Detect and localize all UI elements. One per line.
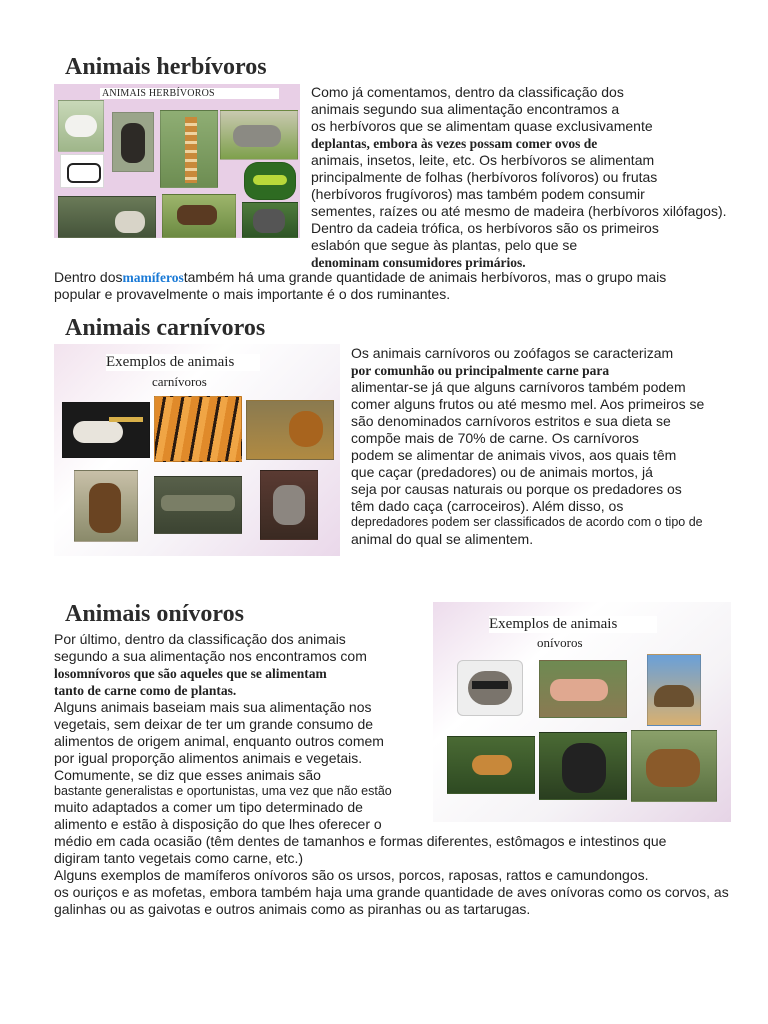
text-line: Alguns exemplos de mamíferos onívoros são os ursos, porcos, raposas, rattos e camundongos.	[54, 867, 649, 883]
text-line: Os animais carnívoros ou zoófagos se caracterizam	[351, 345, 674, 361]
rabbit-photo	[58, 196, 156, 238]
text-fragment: Dentro dos	[54, 269, 123, 285]
eagle-photo	[74, 470, 138, 542]
omnivores-collage-subtitle: onívoros	[537, 635, 583, 650]
carnivores-collage-image	[54, 344, 340, 556]
omnivores-heading: Animais onívoros	[65, 601, 244, 627]
crocodile-photo	[154, 476, 242, 534]
elephant-photo	[242, 202, 298, 238]
text-line	[54, 269, 666, 286]
omnivores-paragraph	[54, 631, 754, 921]
text-line: por igual proporção alimentos animais e vegetais.	[54, 750, 363, 766]
text-line: Alguns animais baseiam mais sua alimentação nos	[54, 699, 372, 715]
text-line: médio em cada ocasião (têm dentes de tamanhos e formas diferentes, estômagos e intestinos que	[54, 833, 667, 849]
carnivores-heading: Animais carnívoros	[65, 315, 266, 341]
text-line: têm dado caça (carroceiros). Além disso, os	[351, 498, 624, 514]
text-line: losomnívoros que são aqueles que se alimentam	[54, 666, 327, 681]
text-line: compõe mais de 70% de carne. Os carnívoros	[351, 430, 639, 446]
text-line: digiram tanto vegetais como carne, etc.)	[54, 850, 304, 866]
text-line: deplantas, embora às vezes possam comer ovos de	[311, 136, 598, 151]
text-line: popular e provavelmente o mais importante é o dos ruminantes.	[54, 286, 451, 302]
text-line: animal do qual se alimentem.	[351, 531, 534, 547]
omnivores-collage-title: Exemplos de animais	[489, 616, 657, 633]
herbivores-heading: Animais herbívoros	[65, 54, 267, 80]
text-line: sementes, raízes ou até mesmo de madeira (herbívoros xilófagos).	[311, 203, 727, 219]
text-line: eslabón que segue às plantas, pelo que se	[311, 237, 578, 253]
text-line: Dentro da cadeia trófica, os herbívoros são os primeiros	[311, 220, 659, 236]
text-fragment: também há uma grande quantidade de animais herbívoros, mas o grupo mais	[183, 269, 667, 285]
carnivores-paragraph	[351, 345, 751, 555]
caterpillar-photo	[244, 162, 296, 200]
text-line: vegetais, sem deixar de ter um grande consumo de	[54, 716, 374, 732]
text-line: os herbívoros que se alimentam quase exclusivamente	[311, 118, 653, 134]
mammals-link[interactable]: mamíferos	[122, 270, 184, 285]
herbivores-collage-title: ANIMAIS HERBÍVOROS	[100, 88, 279, 99]
text-line: por comunhão ou principalmente carne para	[351, 363, 610, 378]
wolf-photo	[260, 470, 318, 540]
text-line: denominam consumidores primários.	[311, 255, 526, 270]
text-line: principalmente de folhas (herbívoros folívoros) ou frutas	[311, 169, 658, 185]
text-line: Por último, dentro da classificação dos animais	[54, 631, 346, 647]
tiger-photo	[154, 396, 242, 462]
text-line: podem se alimentar de animais vivos, aos quais têm	[351, 447, 677, 463]
giraffe-photo	[160, 110, 218, 188]
cow-photo	[60, 154, 104, 188]
text-line: Comumente, se diz que esses animais são	[54, 767, 321, 783]
sheep-photo	[58, 100, 104, 152]
carnivores-collage-title: Exemplos de animais	[106, 354, 260, 371]
rhino-photo	[220, 110, 298, 160]
monkey-photo	[112, 112, 154, 172]
text-line: galinhas ou as gaivotas e outros animais como as piranhas ou as tartarugas.	[54, 901, 531, 917]
text-line: alimentar-se já que alguns carnívoros também podem	[351, 379, 686, 395]
text-line: animais segundo sua alimentação encontramos a	[311, 101, 620, 117]
text-line: que caçar (predadores) ou de animais mortos, já	[351, 464, 653, 480]
lion-photo	[246, 400, 334, 460]
pelican-photo	[62, 402, 150, 458]
carnivores-collage-subtitle: carnívoros	[152, 374, 207, 389]
text-line: segundo a sua alimentação nos encontramos com	[54, 648, 367, 664]
text-line: depredadores podem ser classificados de acordo com o tipo de	[351, 515, 703, 529]
text-line: comer alguns frutos ou até mesmo mel. Aos primeiros se	[351, 396, 705, 412]
herbivores-paragraph	[311, 84, 751, 270]
herbivores-collage-image	[54, 84, 300, 238]
text-line: muito adaptados a comer um tipo determinado de	[54, 799, 363, 815]
text-line: (herbívoros frugívoros) mas também podem consumir	[311, 186, 645, 202]
text-line: animais, insetos, leite, etc. Os herbívoros se alimentam	[311, 152, 655, 168]
text-line: alimento e estão à disposição do que lhes oferecer o	[54, 816, 382, 832]
text-line: Como já comentamos, dentro da classificação dos	[311, 84, 624, 100]
text-line: são denominados carnívoros estritos e sua dieta se	[351, 413, 671, 429]
ruminants-paragraph	[54, 269, 754, 305]
text-line: bastante generalistas e oportunistas, uma vez que não estão	[54, 784, 392, 798]
text-line: os ouriços e as mofetas, embora também haja uma grande quantidade de aves onívoras como os corvos, as	[54, 884, 729, 900]
text-line: alimentos de origem animal, enquanto outros comem	[54, 733, 384, 749]
text-line: tanto de carne como de plantas.	[54, 683, 237, 698]
horse-photo	[162, 194, 236, 238]
text-line: seja por causas naturais ou porque os predadores os	[351, 481, 682, 497]
